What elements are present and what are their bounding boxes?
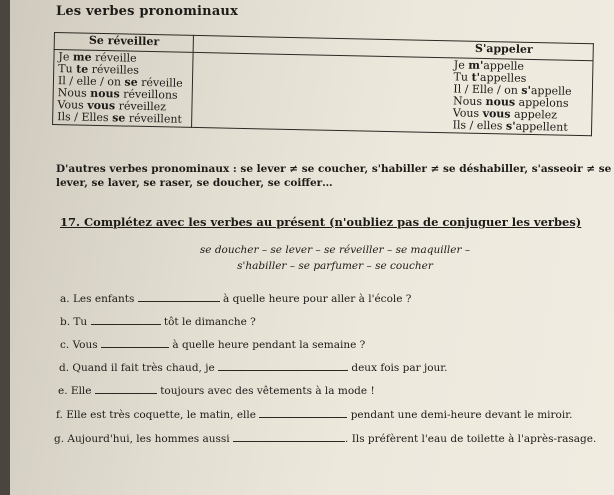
- conj-line: Nous nous appelons: [452, 94, 569, 110]
- verb-bank-line-2: s'habiller – se parfumer – se coucher: [237, 260, 433, 272]
- answer-blank[interactable]: [91, 314, 161, 325]
- exercise-item-a: a. Les enfants à quelle heure pour aller à l'école ?: [60, 293, 412, 305]
- table-header-right: S'appeler: [194, 35, 594, 60]
- conj-line: Je me réveille: [58, 50, 137, 65]
- answer-blank[interactable]: [233, 431, 345, 442]
- exercise-item-c: c. Vous à quelle heure pendant la semaine ?: [60, 339, 366, 351]
- table-header-left: Se réveiller: [54, 33, 194, 53]
- conj-line: Tu t'appelles: [453, 70, 527, 85]
- conj-line: Il / elle / on se réveille: [57, 74, 183, 90]
- exercise-title: 17. Complétez avec les verbes au présent (n'oubliez pas de conjuguer les verbes): [60, 215, 582, 229]
- answer-blank[interactable]: [95, 383, 157, 394]
- answer-blank[interactable]: [138, 291, 220, 302]
- exercise-item-e: e. Elle toujours avec des vêtements à la mode !: [58, 385, 375, 397]
- conjugation-table: [52, 32, 594, 136]
- other-verbs-note: D'autres verbes pronominaux : se lever ≠ se coucher, s'habiller ≠ se déshabiller, s'asseoir ≠ se lever, se laver, se raser, se doucher, se coiffer…: [56, 163, 612, 189]
- table-cell-right: [192, 52, 593, 135]
- conj-line: Vous vous appelez: [452, 106, 558, 122]
- answer-blank[interactable]: [101, 337, 169, 348]
- exercise-item-b: b. Tu tôt le dimanche ?: [60, 316, 256, 328]
- conj-line: Ils / elles s'appellent: [452, 118, 568, 134]
- conj-line: Nous nous réveillons: [57, 86, 178, 102]
- worksheet-page: [10, 0, 614, 495]
- page-title: Les verbes pronominaux: [56, 4, 239, 19]
- conj-line: Ils / Elles se réveillent: [57, 110, 183, 126]
- conj-line: Vous vous réveillez: [57, 98, 167, 114]
- exercise-item-g: g. Aujourd'hui, les hommes aussi . Ils préfèrent l'eau de toilette à l'après-rasage.: [54, 433, 597, 445]
- conj-line: Je m'appelle: [453, 58, 525, 73]
- verb-bank-line-1: se doucher – se lever – se réveiller – se maquiller –: [199, 244, 471, 256]
- conj-line: Il / Elle / on s'appelle: [453, 82, 572, 98]
- conj-line: Tu te réveilles: [58, 62, 140, 77]
- verb-bank: [100, 242, 570, 274]
- answer-blank[interactable]: [218, 360, 348, 371]
- exercise-item-d: d. Quand il fait très chaud, je deux fois par jour.: [59, 362, 448, 374]
- table-cell-left: [53, 50, 194, 128]
- answer-blank[interactable]: [259, 407, 347, 418]
- exercise-item-f: f. Elle est très coquette, le matin, elle pendant une demi-heure devant le miroir.: [56, 409, 573, 421]
